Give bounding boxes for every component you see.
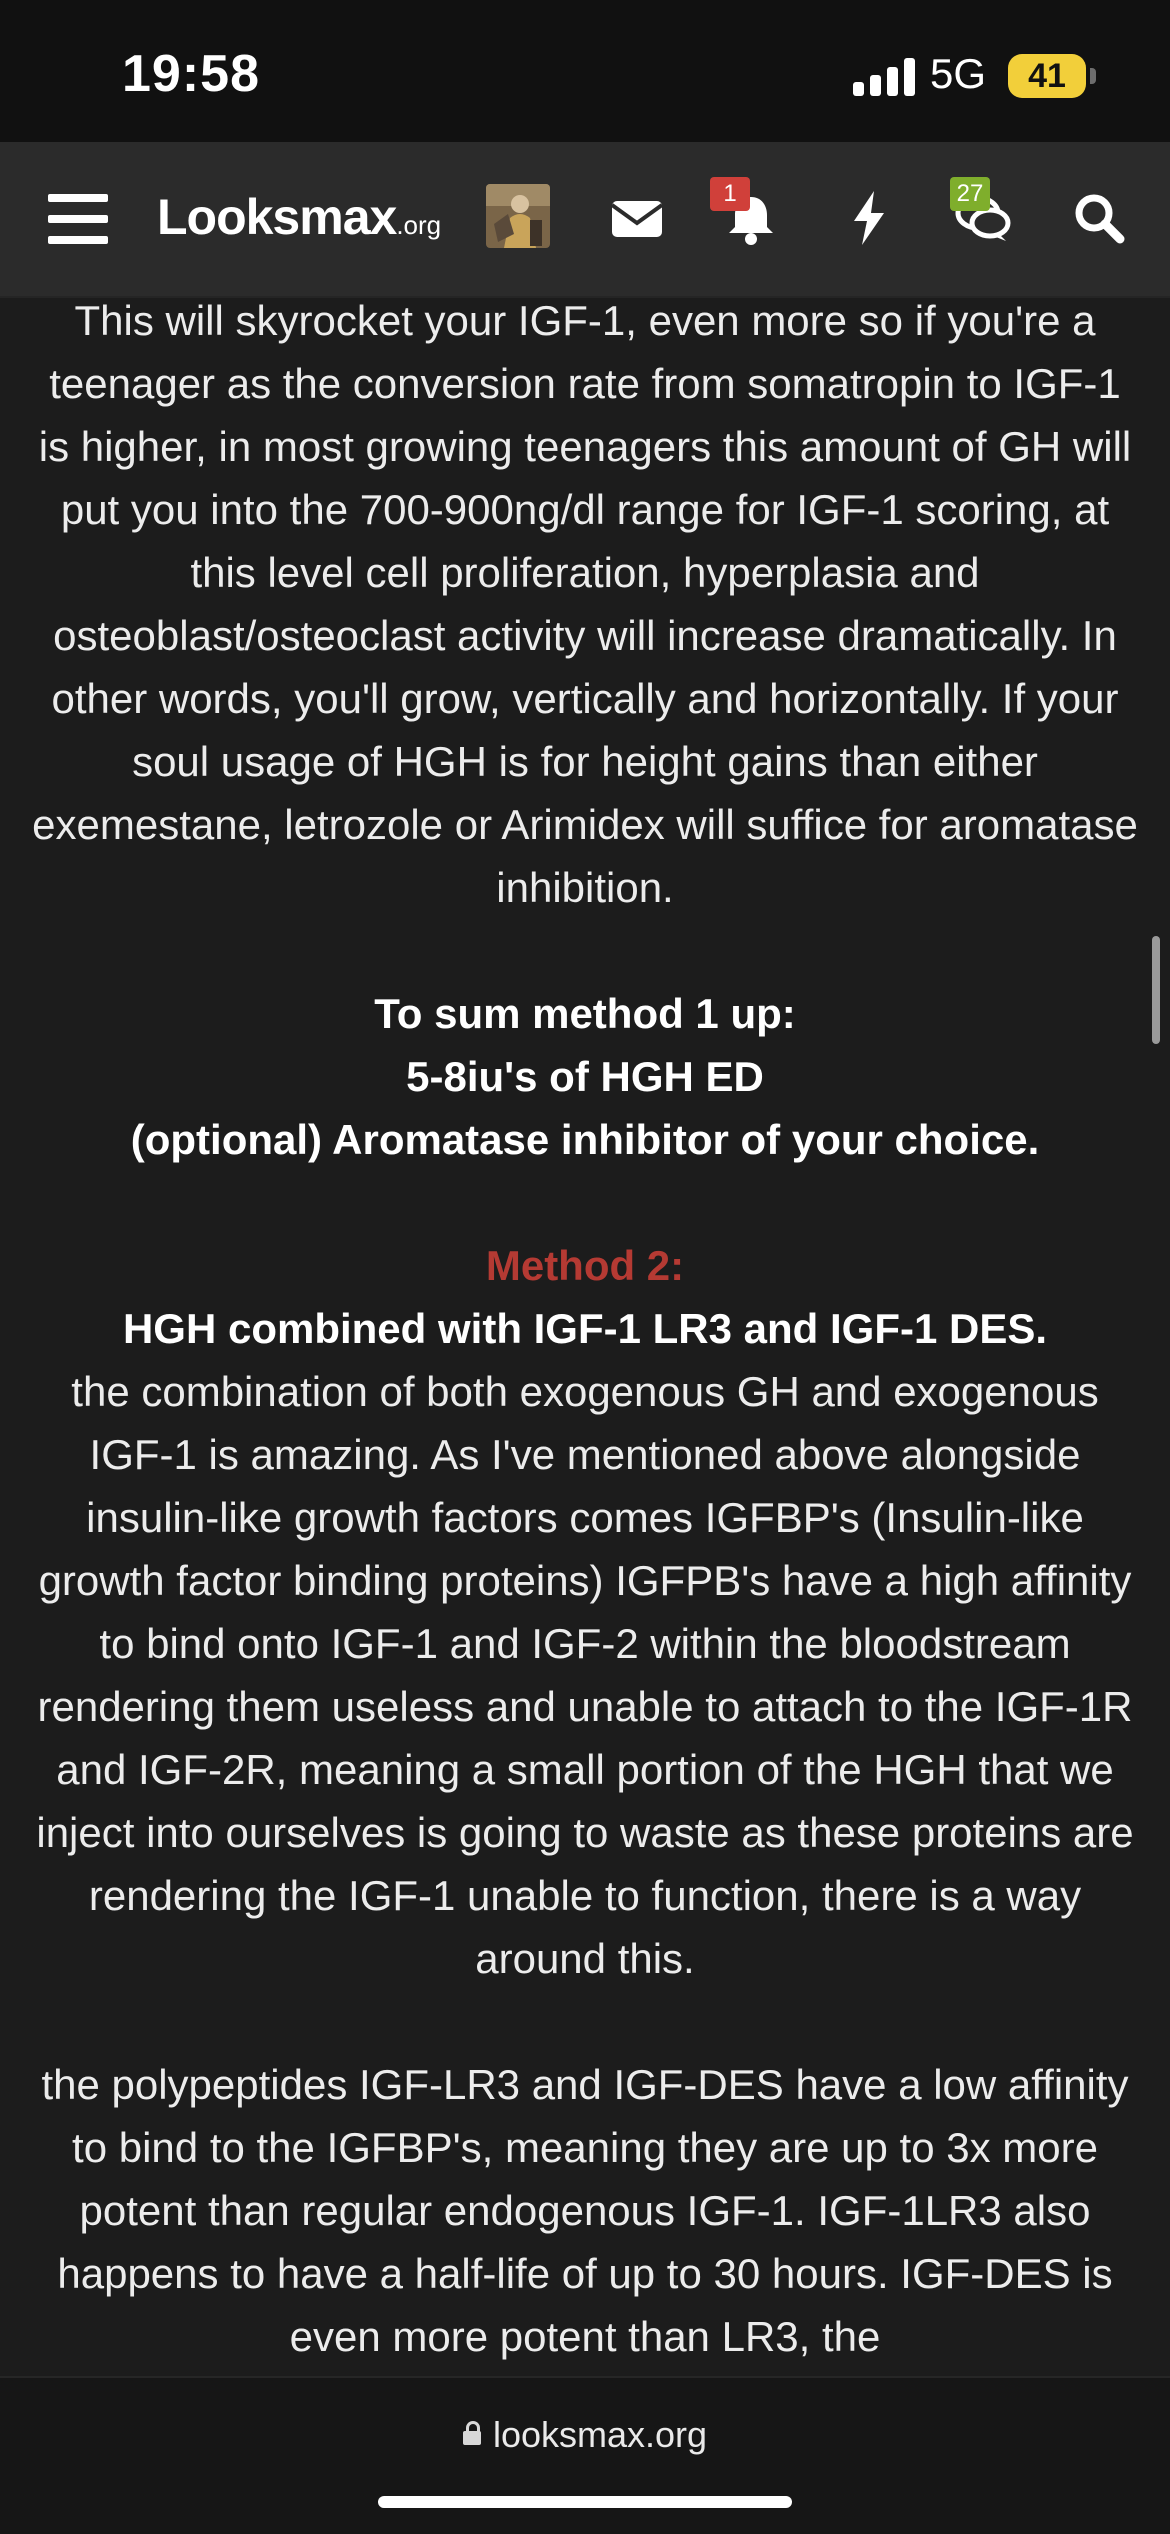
paragraph-polypeptides: the polypeptides IGF-LR3 and IGF-DES have a low affinity to bind to the IGFBP's, meaning they are up to 3x more potent than regular endogenous IGF-1. IGF-1LR3 also happens to have a half-life of up to 30 hours. IGF-DES is even more potent than LR3, the bbox=[41, 2061, 1129, 2360]
avatar[interactable] bbox=[486, 184, 550, 248]
url-display[interactable] bbox=[0, 2414, 1170, 2456]
search-icon[interactable] bbox=[1068, 187, 1130, 249]
scrollbar-thumb[interactable] bbox=[1152, 936, 1160, 1044]
summary-line-ai: (optional) Aromatase inhibitor of your choice. bbox=[130, 1116, 1040, 1163]
signal-icon bbox=[853, 58, 915, 96]
logo-text: Looksmax bbox=[157, 189, 397, 245]
bell-icon[interactable] bbox=[720, 180, 782, 249]
conversations-badge: 27 bbox=[950, 177, 990, 211]
site-logo[interactable] bbox=[157, 188, 441, 246]
paragraph-igf-effects: This will skyrocket your IGF-1, even more so if you're a teenager as the conversion rate from somatropin to IGF-1 is higher, in most growing teenagers this amount of GH will put you into the 700-900ng/dl range for IGF-1 scoring, at this level cell proliferation, hyperplasia and osteoblast/osteoclast activity will increase dramatically. In other words, you'll grow, vertically and horizontally. If your soul usage of HGH is for height gains than either exemestane, letrozole or Arimidex will suffice for aromatase inhibition. bbox=[32, 297, 1138, 911]
bolt-icon[interactable] bbox=[838, 187, 900, 249]
envelope-icon[interactable] bbox=[606, 187, 668, 249]
battery-tip bbox=[1090, 68, 1096, 84]
chat-icon[interactable] bbox=[952, 180, 1014, 249]
post-content bbox=[0, 296, 1170, 2376]
logo-suffix: .org bbox=[396, 210, 442, 240]
method-2-heading: Method 2: bbox=[485, 1242, 685, 1289]
home-indicator[interactable] bbox=[378, 2496, 792, 2508]
method-2-subtitle: HGH combined with IGF-1 LR3 and IGF-1 DES. bbox=[122, 1305, 1048, 1352]
status-bar bbox=[0, 0, 1170, 142]
lock-icon bbox=[463, 2431, 481, 2445]
site-navbar bbox=[0, 142, 1170, 298]
clock: 19:58 bbox=[122, 45, 260, 103]
summary-title: To sum method 1 up: bbox=[374, 990, 796, 1037]
summary-line-hgh: 5-8iu's of HGH ED bbox=[406, 1053, 764, 1100]
browser-address-bar[interactable] bbox=[0, 2376, 1170, 2534]
battery-icon: 41 bbox=[1008, 54, 1086, 98]
paragraph-method-2: the combination of both exogenous GH and exogenous IGF-1 is amazing. As I've mentioned above alongside insulin-like growth factors comes IGFBP's (Insulin-like growth factor binding proteins) IGFPB's have a high affinity to bind onto IGF-1 and IGF-2 within the bloodstream rendering them useless and unable to attach to the IGF-1R and IGF-2R, meaning a small portion of the HGH that we inject into ourselves is going to waste as these proteins are rendering the IGF-1 unable to function, there is a way around this. bbox=[36, 1368, 1134, 1982]
network-type: 5G bbox=[930, 50, 987, 97]
alerts-badge: 1 bbox=[710, 177, 750, 211]
url-text: looksmax.org bbox=[492, 2414, 708, 2455]
menu-icon[interactable] bbox=[48, 194, 108, 244]
